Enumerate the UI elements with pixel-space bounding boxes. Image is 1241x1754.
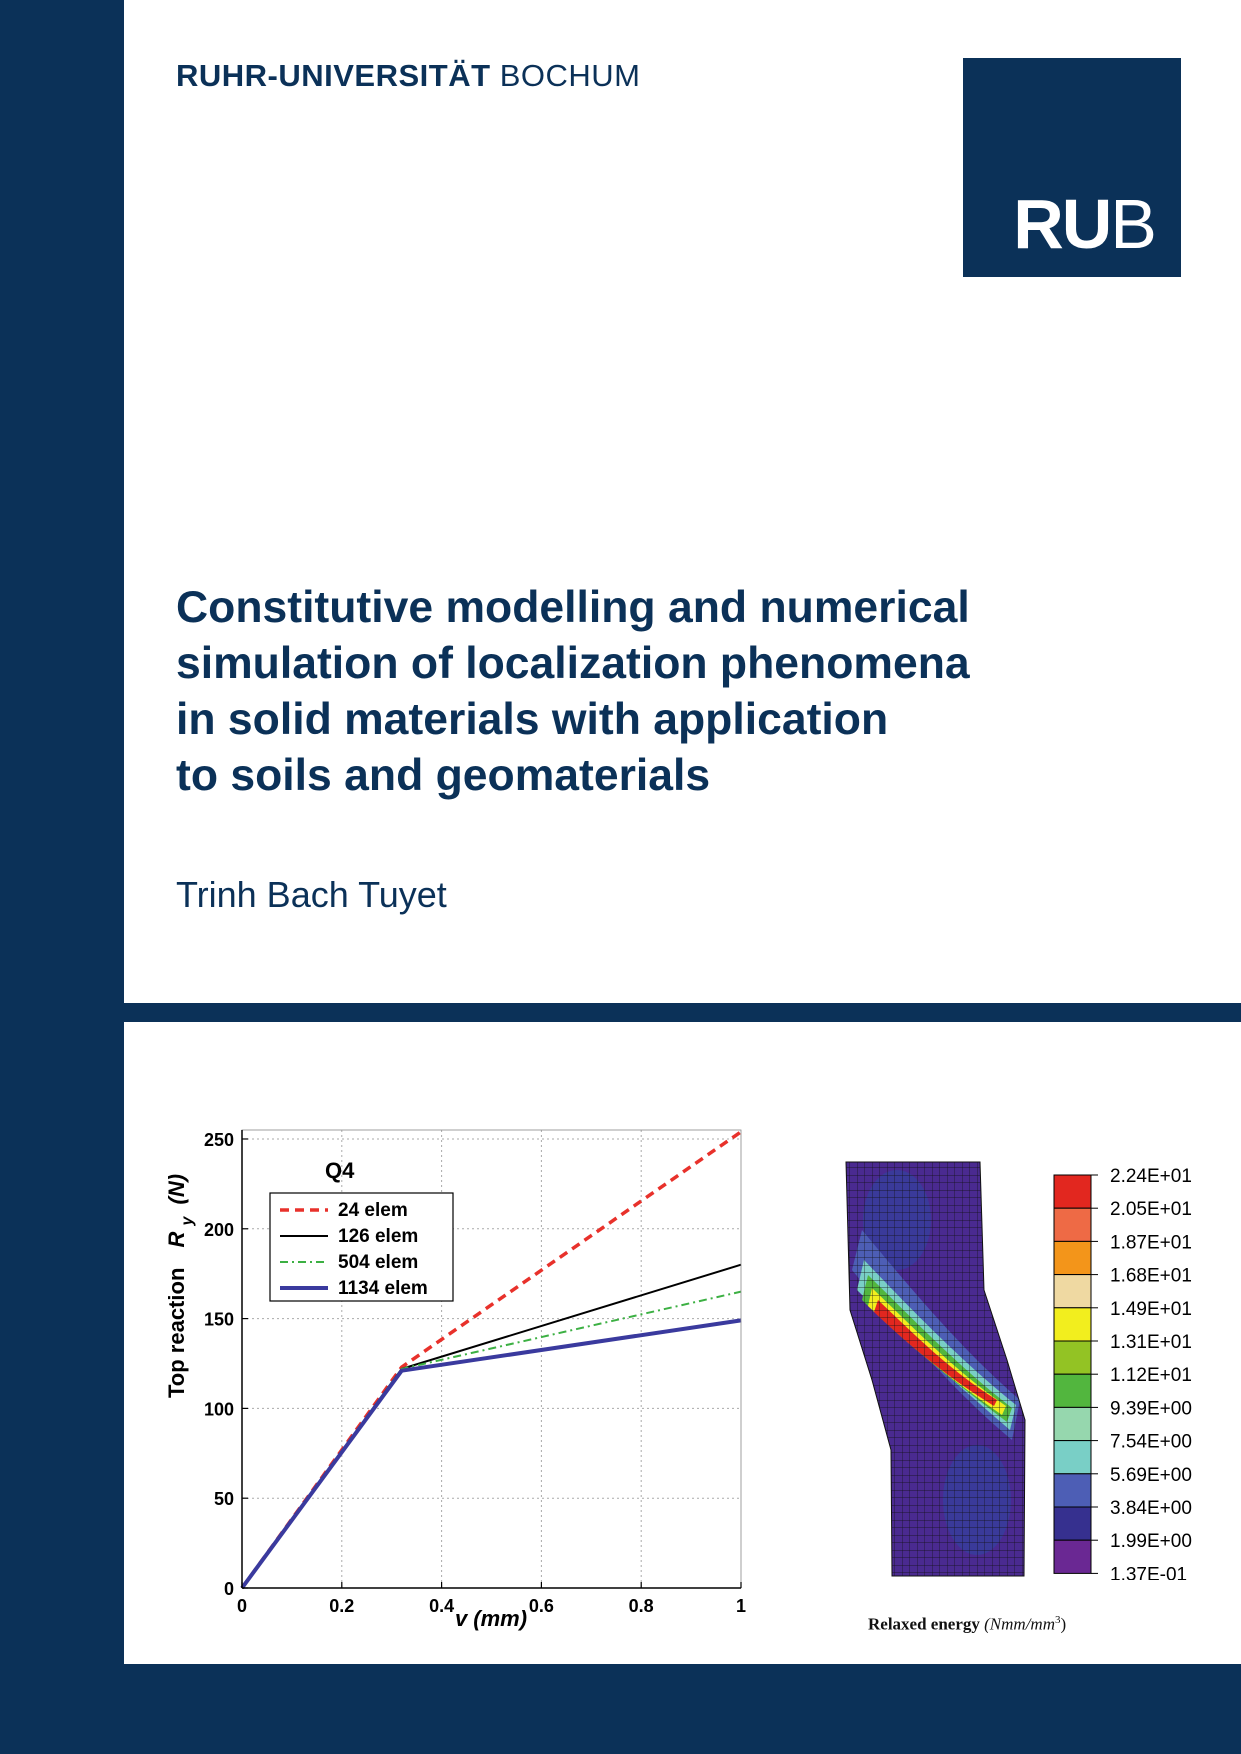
author-name: Trinh Bach Tuyet [176, 874, 447, 915]
colorbar-caption [868, 1614, 1066, 1635]
x-tick-label: 0 [236, 1596, 248, 1616]
y-axis-label-text: Top reaction [164, 1267, 189, 1398]
university-name-bold: RUHR-UNIVERSITÄT [176, 58, 491, 93]
y-tick-label: 250 [203, 1129, 234, 1150]
colorbar-label: 1.12E+01 [1110, 1365, 1192, 1387]
colorbar-label: 1.99E+00 [1110, 1531, 1192, 1553]
y-axis-label [164, 1174, 197, 1398]
university-name [176, 58, 640, 94]
rub-logo-bold: RU [1013, 185, 1111, 263]
colorbar-cell [1054, 1540, 1091, 1573]
y-tick-label: 0 [223, 1579, 234, 1599]
title-line: to soils and geomaterials [176, 751, 711, 800]
title-line: Constitutive modelling and numerical [176, 583, 970, 632]
title-line: simulation of localization phenomena [176, 639, 970, 688]
series-line [242, 1320, 741, 1588]
colorbar-label: 1.87E+01 [1110, 1232, 1192, 1254]
y-tick-label: 150 [203, 1309, 234, 1330]
colorbar-label: 9.39E+00 [1110, 1398, 1192, 1420]
reaction-displacement-chart [150, 1118, 750, 1638]
caption-bold: Relaxed energy [868, 1614, 980, 1634]
colorbar-cell [1054, 1474, 1091, 1507]
colorbar-label: 1.31E+01 [1110, 1332, 1192, 1353]
book-title [176, 580, 1076, 804]
legend-label: 1134 elem [338, 1278, 428, 1299]
colorbar-label: 1.49E+01 [1110, 1298, 1192, 1320]
colorbar-label: 3.84E+00 [1110, 1498, 1192, 1519]
x-tick-label: 0.8 [628, 1596, 654, 1616]
rub-logo-regular: B [1110, 185, 1155, 263]
series-line [242, 1292, 741, 1588]
title-line: in solid materials with application [176, 695, 889, 744]
colorbar-label: 2.24E+01 [1110, 1166, 1192, 1187]
y-tick-label: 100 [203, 1399, 234, 1420]
fe-mesh-contour [842, 1160, 1027, 1580]
colorbar-cell [1054, 1308, 1091, 1341]
colorbar-cells [1054, 1175, 1091, 1573]
rub-logo-text [1013, 185, 1155, 263]
colorbar-cell [1054, 1341, 1091, 1374]
colorbar-cell [1054, 1208, 1091, 1241]
colorbar-cell [1054, 1374, 1091, 1407]
colorbar-cell [1054, 1175, 1091, 1208]
chart-title: Q4 [325, 1158, 355, 1183]
y-axis-label-symbol: R [164, 1231, 189, 1248]
y-tick-label: 50 [213, 1489, 234, 1510]
caption-math: (Nmm/mm [984, 1614, 1055, 1634]
x-tick-label: 0.6 [528, 1596, 554, 1616]
y-axis-label-subscript: y [179, 1216, 196, 1226]
series-line [242, 1265, 741, 1588]
x-tick-label: 0.2 [329, 1596, 355, 1616]
caption-sup: 3 [1054, 1614, 1061, 1626]
legend-label: 126 elem [338, 1226, 419, 1247]
y-axis-label-unit: (N) [164, 1173, 189, 1205]
legend-label: 504 elem [338, 1252, 419, 1273]
rub-logo [963, 58, 1181, 277]
colorbar-cell [1054, 1507, 1091, 1540]
x-axis-label: v (mm) [454, 1606, 528, 1631]
colorbar-label: 5.69E+00 [1110, 1464, 1192, 1486]
x-tick-label: 1 [735, 1596, 747, 1616]
colorbar-cell [1054, 1241, 1091, 1274]
energy-colorbar [1040, 1160, 1240, 1580]
colorbar-label: 1.68E+01 [1110, 1265, 1192, 1287]
y-tick-label: 200 [203, 1219, 234, 1240]
mesh-body [842, 1160, 1027, 1580]
colorbar-cell [1054, 1407, 1091, 1440]
colorbar-label: 7.54E+00 [1110, 1431, 1192, 1453]
colorbar-cell [1054, 1275, 1091, 1308]
legend-label: 24 elem [338, 1200, 408, 1221]
x-tick-label: 0.4 [429, 1596, 455, 1616]
colorbar-cell [1054, 1441, 1091, 1474]
colorbar-label: 2.05E+01 [1110, 1199, 1192, 1221]
colorbar-labels [1091, 1166, 1192, 1580]
university-name-regular: BOCHUM [499, 58, 641, 93]
colorbar-label: 1.37E-01 [1110, 1564, 1188, 1580]
caption-close: ) [1060, 1614, 1067, 1634]
